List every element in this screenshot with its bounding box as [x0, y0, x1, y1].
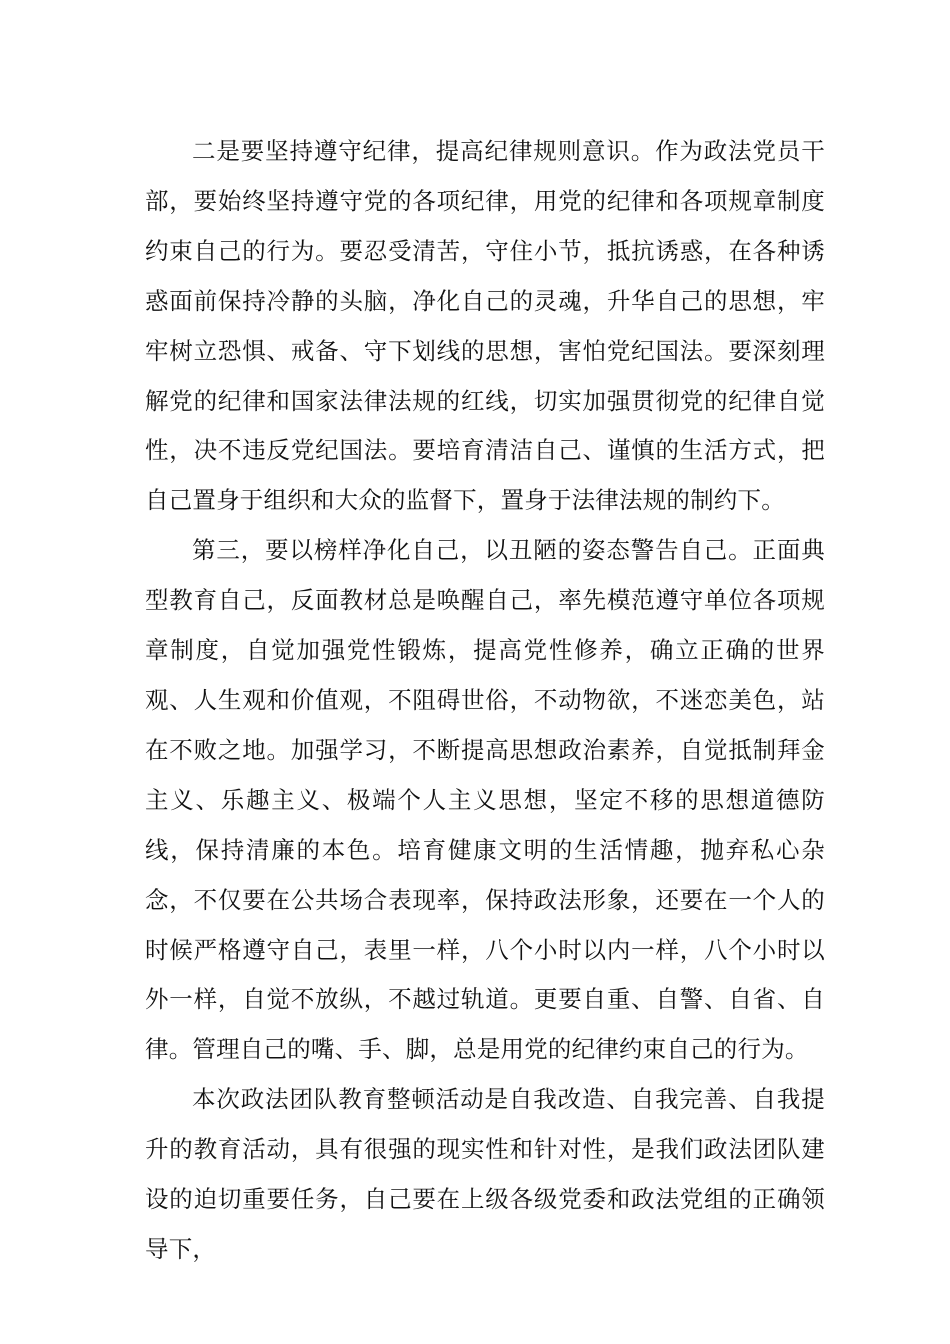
paragraph-rectification: 本次政法团队教育整顿活动是自我改造、自我完善、自我提升的教育活动，具有很强的现实性和针对性，是我们政法团队建设的迫切重要任务，自己要在上级各级党委和政法党组的正确领导下，	[145, 1085, 825, 1263]
paragraph-discipline: 二是要坚持遵守纪律，提高纪律规则意识。作为政法党员干部，要始终坚持遵守党的各项纪律，用党的纪律和各项规章制度约束自己的行为。要忍受清苦，守住小节，抵抗诱惑，在各种诱惑面前保持冷静的头脑，净化自己的灵魂，升华自己的思想，牢牢树立恐惧、戒备、守下划线的思想，害怕党纪国法。要深刻理解党的纪律和国家法律法规的红线，切实加强贯彻党的纪律自觉性，决不违反党纪国法。要培育清洁自己、谨慎的生活方式，把自己置身于组织和大众的监督下，置身于法律法规的制约下。	[145, 137, 825, 515]
paragraph-role-model: 第三，要以榜样净化自己，以丑陋的姿态警告自己。正面典型教育自己，反面教材总是唤醒自己，率先模范遵守单位各项规章制度，自觉加强党性锻炼，提高党性修养，确立正确的世界观、人生观和价值观，不阻碍世俗，不动物欲，不迷恋美色，站在不败之地。加强学习，不断提高思想政治素养，自觉抵制拜金主义、乐趣主义、极端个人主义思想，坚定不移的思想道德防线，保持清廉的本色。培育健康文明的生活情趣，抛弃私心杂念，不仅要在公共场合表现率，保持政法形象，还要在一个人的时候严格遵守自己，表里一样，八个小时以内一样，八个小时以外一样，自觉不放纵，不越过轨道。更要自重、自警、自省、自律。管理自己的嘴、手、脚，总是用党的纪律约束自己的行为。	[145, 536, 825, 1064]
document-body	[145, 127, 825, 1275]
